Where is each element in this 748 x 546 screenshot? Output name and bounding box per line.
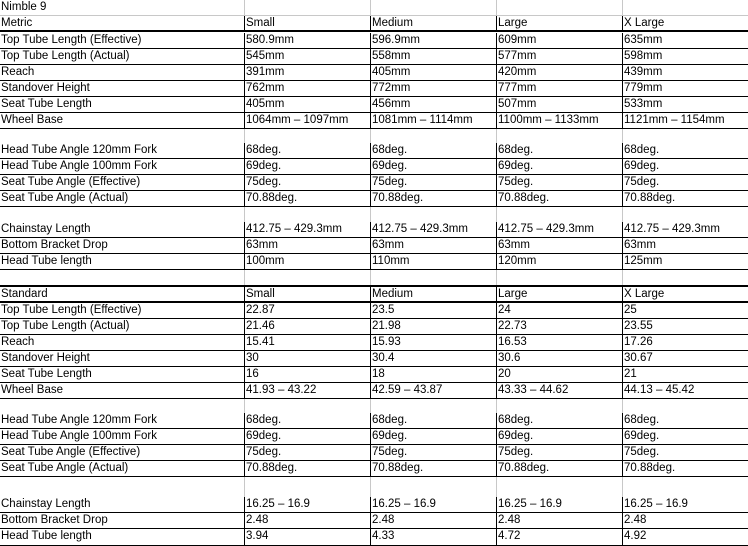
table-cell[interactable]: 30.6 [496,351,622,366]
row-label[interactable]: Seat Tube Angle (Actual) [1,192,129,204]
table-cell[interactable]: 68deg. [622,143,748,158]
table-row [0,513,748,529]
table-cell[interactable]: 16.53 [496,335,622,350]
table-row [0,33,748,49]
table-cell[interactable]: 75deg. [622,175,748,190]
table-row [0,175,748,191]
table-row [0,191,748,207]
header-cell[interactable]: Small [244,16,370,30]
empty-cell[interactable] [370,0,496,15]
table-row [0,113,748,129]
table-cell[interactable]: 23.5 [370,303,496,318]
table-cell[interactable]: 70.88deg. [496,461,622,476]
row-label[interactable]: Seat Tube Angle (Actual) [1,462,129,474]
table-cell[interactable]: 68deg. [622,413,748,428]
table-cell[interactable]: 779mm [622,81,748,96]
table-cell[interactable]: 391mm [244,65,370,80]
table-cell[interactable]: 63mm [370,238,496,253]
table-cell[interactable]: 609mm [496,33,622,48]
table-row [0,222,748,238]
empty-cell[interactable] [0,477,244,497]
empty-cell[interactable] [370,129,496,143]
row-label[interactable]: Head Tube length [1,255,92,267]
row-label[interactable]: Head Tube Angle 100mm Fork [1,160,157,172]
table-cell[interactable]: 68deg. [244,413,370,428]
empty-cell[interactable] [370,207,496,222]
empty-cell[interactable] [622,129,748,143]
table-cell[interactable]: 21.98 [370,319,496,334]
row-label[interactable]: Head Tube Angle 120mm Fork [1,414,157,426]
table-cell[interactable]: 125mm [622,254,748,269]
table-cell[interactable]: 75deg. [370,175,496,190]
table-cell[interactable]: 69deg. [622,159,748,174]
table-cell[interactable]: 68deg. [370,143,496,158]
table-cell[interactable]: 1081mm – 1114mm [370,113,496,128]
table-row [0,97,748,113]
table-cell[interactable]: 44.13 – 45.42 [622,383,748,398]
table-cell[interactable]: 777mm [496,81,622,96]
table-row [0,445,748,461]
table-cell[interactable]: 63mm [622,238,748,253]
row-label[interactable]: Seat Tube Length [1,368,92,380]
empty-cell[interactable] [370,399,496,413]
table-row [0,49,748,65]
header-cell[interactable]: Large [496,287,622,301]
row-label[interactable]: Chainstay Length [1,223,91,235]
table-cell[interactable]: 41.93 – 43.22 [244,383,370,398]
table-cell[interactable]: 598mm [622,49,748,64]
empty-cell[interactable] [244,270,370,285]
header-cell[interactable]: X Large [622,287,748,301]
table-cell[interactable]: 1064mm – 1097mm [244,113,370,128]
table-row [0,303,748,319]
table-row [0,351,748,367]
row-label[interactable]: Seat Tube Length [1,98,92,110]
table-cell[interactable]: 2.48 [622,513,748,528]
table-cell[interactable]: 1100mm – 1133mm [496,113,622,128]
table-cell[interactable]: 772mm [370,81,496,96]
table-cell[interactable]: 635mm [622,33,748,48]
table-cell[interactable]: 405mm [370,65,496,80]
empty-cell[interactable] [622,477,748,497]
table-cell[interactable]: 22.73 [496,319,622,334]
table-cell[interactable]: 15.93 [370,335,496,350]
row-label[interactable]: Standover Height [1,82,90,94]
row-label[interactable]: Wheel Base [1,384,64,396]
table-cell[interactable]: 43.33 – 44.62 [496,383,622,398]
header-cell[interactable]: Standard [1,288,48,300]
table-row [0,529,748,546]
table-cell[interactable]: 69deg. [370,159,496,174]
table-cell[interactable]: 16.25 – 16.9 [244,497,370,512]
table-cell[interactable]: 75deg. [496,175,622,190]
table-cell[interactable]: 75deg. [244,175,370,190]
blank-row [0,207,748,222]
table-row [0,461,748,477]
row-label[interactable]: Reach [1,66,35,78]
table-cell[interactable]: 596.9mm [370,33,496,48]
table-cell[interactable]: 30.67 [622,351,748,366]
table-cell[interactable]: 69deg. [370,429,496,444]
header-cell[interactable]: Medium [370,287,496,301]
table-cell[interactable]: 20 [496,367,622,382]
empty-cell[interactable] [244,399,370,413]
header-cell[interactable]: Small [244,287,370,301]
table-cell[interactable]: 30 [244,351,370,366]
table-cell[interactable]: 762mm [244,81,370,96]
table-cell[interactable]: 15.41 [244,335,370,350]
table-cell[interactable]: 21.46 [244,319,370,334]
table-cell[interactable]: 70.88deg. [244,191,370,206]
table-cell[interactable]: 4.92 [622,529,748,545]
table-row [0,429,748,445]
row-label[interactable]: Head Tube Angle 100mm Fork [1,430,157,442]
blank-row [0,129,748,143]
table-cell[interactable]: 405mm [244,97,370,112]
row-label[interactable]: Top Tube Length (Actual) [1,50,130,62]
table-cell[interactable]: 24 [496,303,622,318]
table-cell[interactable]: 23.55 [622,319,748,334]
table-cell[interactable]: 16.25 – 16.9 [370,497,496,512]
table-cell[interactable]: 68deg. [496,143,622,158]
empty-cell[interactable] [622,207,748,222]
table-cell[interactable]: 2.48 [496,513,622,528]
header-cell[interactable]: Medium [370,16,496,30]
table-cell[interactable]: 68deg. [370,413,496,428]
table-cell[interactable]: 69deg. [244,429,370,444]
row-label[interactable]: Wheel Base [1,114,64,126]
row-label[interactable]: Seat Tube Angle (Effective) [1,446,141,458]
table-cell[interactable]: 30.4 [370,351,496,366]
table-cell[interactable]: 70.88deg. [370,461,496,476]
table-cell[interactable]: 70.88deg. [496,191,622,206]
header-cell[interactable]: X Large [622,16,748,30]
row-label[interactable]: Head Tube length [1,530,92,542]
table-cell[interactable]: 2.48 [244,513,370,528]
table-cell[interactable]: 75deg. [244,445,370,460]
empty-cell[interactable] [622,0,748,15]
empty-cell[interactable] [0,129,244,143]
table-cell[interactable]: 580.9mm [244,33,370,48]
row-label[interactable]: Head Tube Angle 120mm Fork [1,144,157,156]
table-cell[interactable]: 25 [622,303,748,318]
table-cell[interactable]: 70.88deg. [622,191,748,206]
table-cell[interactable]: 69deg. [622,429,748,444]
empty-cell[interactable] [622,270,748,285]
table-cell[interactable]: 75deg. [496,445,622,460]
table-cell[interactable]: 507mm [496,97,622,112]
table-cell[interactable]: 70.88deg. [622,461,748,476]
empty-cell[interactable] [0,270,244,285]
table-row [0,497,748,513]
standard-header-row [0,285,748,303]
table-cell[interactable]: 63mm [244,238,370,253]
empty-cell[interactable] [496,129,622,143]
table-cell[interactable]: 16.25 – 16.9 [496,497,622,512]
table-cell[interactable]: 120mm [496,254,622,269]
table-cell[interactable]: 412.75 – 429.3mm [496,222,622,237]
table-row [0,367,748,383]
table-cell[interactable]: 69deg. [496,429,622,444]
table-cell[interactable]: 100mm [244,254,370,269]
table-cell[interactable]: 420mm [496,65,622,80]
blank-row [0,399,748,413]
empty-cell[interactable] [244,0,370,15]
table-cell[interactable]: 70.88deg. [370,191,496,206]
table-cell[interactable]: 533mm [622,97,748,112]
table-cell[interactable]: 456mm [370,97,496,112]
table-cell[interactable]: 2.48 [370,513,496,528]
blank-row [0,477,748,497]
empty-cell[interactable] [244,477,370,497]
table-cell[interactable]: 4.72 [496,529,622,545]
table-cell[interactable]: 110mm [370,254,496,269]
empty-cell[interactable] [370,477,496,497]
table-cell[interactable]: 16 [244,367,370,382]
empty-cell[interactable] [496,270,622,285]
row-label[interactable]: Reach [1,336,35,348]
table-cell[interactable]: 545mm [244,49,370,64]
empty-cell[interactable] [0,399,244,413]
table-cell[interactable]: 75deg. [622,445,748,460]
row-label[interactable]: Bottom Bracket Drop [1,514,108,526]
row-label[interactable]: Chainstay Length [1,498,91,510]
table-cell[interactable]: 558mm [370,49,496,64]
table-cell[interactable]: 22.87 [244,303,370,318]
table-row [0,413,748,429]
table-row [0,81,748,97]
empty-cell[interactable] [496,207,622,222]
table-row [0,143,748,159]
empty-cell[interactable] [370,270,496,285]
header-cell[interactable]: Large [496,16,622,30]
metric-header-row [0,16,748,32]
empty-cell[interactable] [244,129,370,143]
table-cell[interactable]: 3.94 [244,529,370,545]
table-row [0,238,748,254]
table-cell[interactable]: 17.26 [622,335,748,350]
row-label[interactable]: Top Tube Length (Actual) [1,320,130,332]
row-label[interactable]: Seat Tube Angle (Effective) [1,176,141,188]
table-cell[interactable]: 21 [622,367,748,382]
table-cell[interactable]: 412.75 – 429.3mm [244,222,370,237]
table-row [0,65,748,81]
table-cell[interactable]: 577mm [496,49,622,64]
table-cell[interactable]: 412.75 – 429.3mm [622,222,748,237]
table-cell[interactable]: 69deg. [496,159,622,174]
empty-cell[interactable] [0,207,244,222]
header-cell[interactable]: Metric [1,17,33,29]
table-cell[interactable]: 70.88deg. [244,461,370,476]
table-cell[interactable]: 69deg. [244,159,370,174]
row-label[interactable]: Top Tube Length (Effective) [1,34,142,46]
table-cell[interactable]: 18 [370,367,496,382]
table-row [0,335,748,351]
table-row [0,159,748,175]
empty-cell[interactable] [622,399,748,413]
table-cell[interactable]: 68deg. [496,413,622,428]
empty-cell[interactable] [244,207,370,222]
table-cell[interactable]: 412.75 – 429.3mm [370,222,496,237]
table-cell[interactable]: 439mm [622,65,748,80]
table-row [0,383,748,399]
row-label[interactable]: Bottom Bracket Drop [1,239,108,251]
empty-cell[interactable] [496,0,622,15]
table-cell[interactable]: 63mm [496,238,622,253]
title-row [0,0,748,16]
table-row [0,319,748,335]
table-cell[interactable]: 75deg. [370,445,496,460]
table-cell[interactable]: 4.33 [370,529,496,545]
table-cell[interactable]: 16.25 – 16.9 [622,497,748,512]
blank-row [0,270,748,285]
empty-cell[interactable] [496,477,622,497]
sheet-title[interactable]: Nimble 9 [1,1,47,13]
row-label[interactable]: Top Tube Length (Effective) [1,304,142,316]
table-row [0,254,748,270]
empty-cell[interactable] [496,399,622,413]
table-cell[interactable]: 1121mm – 1154mm [622,113,748,128]
table-cell[interactable]: 68deg. [244,143,370,158]
table-cell[interactable]: 42.59 – 43.87 [370,383,496,398]
row-label[interactable]: Standover Height [1,352,90,364]
